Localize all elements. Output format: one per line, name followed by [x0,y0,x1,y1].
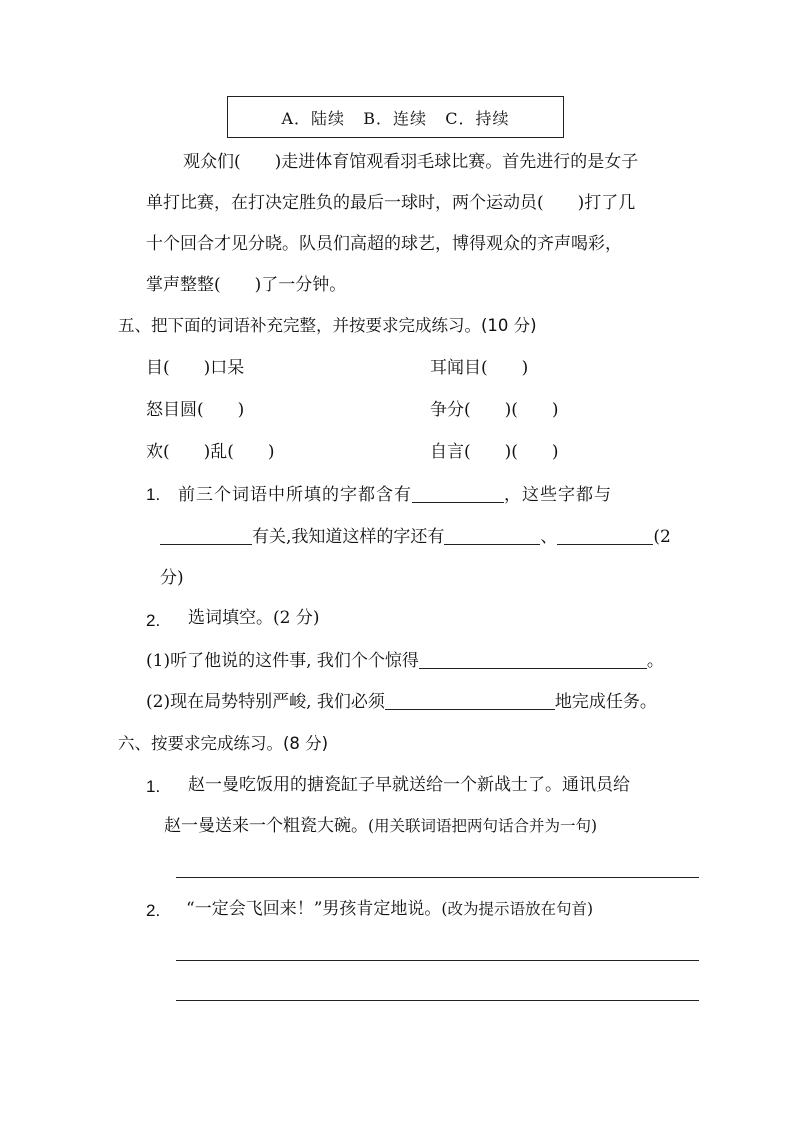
answer-blank[interactable] [412,486,504,503]
passage-line-2: 单打比赛，在打决定胜负的最后一球时，两个运动员( )打了几 [146,193,636,213]
q5-2-item-2-text-a: (2)现在局势特别严峻, 我们必须 [146,692,385,712]
q5-2-item-2 [146,693,657,711]
passage-line-4: 掌声整整( )了一分钟。 [146,275,347,295]
q5-1-text-a: 前三个词语中所填的字都含有 [178,485,412,505]
answer-line[interactable] [176,960,699,961]
q6-1-line-2-text: 赵一曼送来一个粗瓷大碗。 [164,816,368,836]
passage-line-3: 十个回合才见分晓。队员们高超的球艺，博得观众的齐声喝彩， [146,234,622,254]
question-number: 1. [146,777,161,796]
q6-1-note: (用关联词语把两句话合并为一句) [368,817,598,835]
q5-1-text-c: 有关,我知道这样的字还有 [252,527,445,547]
word-item: 耳闻目( ) [430,358,529,378]
answer-blank[interactable] [419,652,647,669]
q5-1-text-e: (2 [653,527,671,547]
q6-2-line [186,901,593,918]
word-item: 欢( )乱( ) [146,442,275,462]
q6-1-line-2 [164,818,597,835]
answer-blank[interactable] [444,528,540,545]
q6-1-line-1: 赵一曼吃饭用的搪瓷缸子早就送给一个新战士了。通讯员给 [188,775,630,795]
question-number: 2. [146,901,161,920]
q5-1-text-b: ，这些字都与 [504,485,612,505]
q5-2-item-2-text-b: 地完成任务。 [554,692,657,712]
section-5-title: 五、把下面的词语补充完整，并按要求完成练习。(10 分) [118,316,537,335]
word-item: 自言( )( ) [430,442,559,462]
word-item: 争分( )( ) [430,400,559,420]
options-box [227,96,564,138]
q5-2-item-1-end: 。 [646,651,664,671]
section-6-title: 六、按要求完成练习。(8 分) [118,734,329,753]
q6-2-text: “一定会飞回来！”男孩肯定地说。 [186,899,442,919]
question-number: 1. [146,485,161,504]
q5-2-item-1-text: (1)听了他说的这件事, 我们个个惊得 [146,651,419,671]
options-text: A．陆续 B．连续 C．持续 [281,108,510,128]
answer-blank[interactable] [385,693,555,710]
answer-blank[interactable] [160,528,252,545]
q5-1-line-2 [160,528,671,546]
word-item: 目( )口呆 [146,358,245,378]
q6-2-note: (改为提示语放在句首) [441,900,593,918]
q5-2-title: 选词填空。(2 分) [188,608,320,628]
answer-line[interactable] [176,877,699,878]
question-number: 2. [146,611,161,630]
word-item: 怒目圆( ) [146,400,245,420]
q5-1-line-1 [178,486,612,504]
answer-line[interactable] [176,1000,699,1001]
q5-2-item-1 [146,652,664,670]
passage-line-1: 观众们( )走进体育馆观看羽毛球比赛。首先进行的是女子 [183,152,639,172]
answer-blank[interactable] [557,528,653,545]
q5-1-text-f: 分) [160,568,184,588]
q5-1-text-d: 、 [540,527,558,547]
